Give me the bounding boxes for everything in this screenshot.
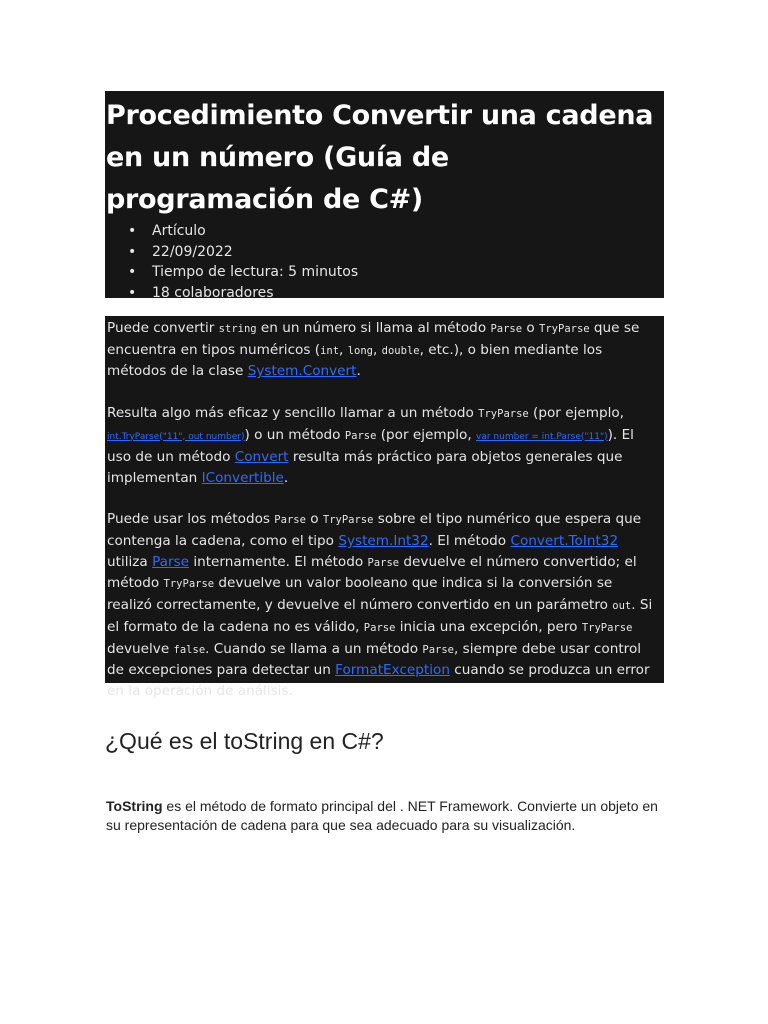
code-parse: Parse (367, 556, 400, 569)
meta-item-reading-time: • Tiempo de lectura: 5 minutos (106, 262, 664, 283)
code-tryparse: TryParse (322, 514, 374, 527)
link-convert[interactable]: Convert (234, 449, 289, 466)
code-int: int (320, 344, 340, 357)
meta-item-contributors: • 18 colaboradores (106, 283, 664, 304)
link-iconvertible[interactable]: IConvertible (201, 469, 284, 486)
paragraph-3: Puede usar los métodos Parse o TryParse sobre el tipo numérico que espera que contenga la cadena, como el tipo System.Int32. El método Convert.ToInt32 utiliza Parse internamente. El método Parse devuelve el número convertido; el método TryParse devuelve un valor booleano que indica si la conversión se realizó correctamente, y devuelve el número convertido en un parámetro out. Si el formato de la cadena no es válido, Parse inicia una excepción, pero TryParse devuelve false. Cuando se llama a un método Parse, siempre debe usar control de excepciones para detectar un FormatException cuando se produzca un error en la operación de análisis. (107, 511, 653, 699)
code-parse: Parse (274, 514, 306, 527)
code-tryparse: TryParse (478, 407, 529, 420)
section-text (106, 797, 666, 835)
meta-item-type: • Artículo (106, 221, 664, 242)
code-tryparse: TryParse (581, 621, 633, 634)
link-tryparse-example[interactable]: int.TryParse("11", out number) (107, 431, 245, 442)
title-block (105, 91, 664, 302)
link-formatexception[interactable]: FormatException (335, 662, 450, 679)
code-tryparse: TryParse (539, 323, 590, 335)
code-long: long (347, 344, 373, 357)
page-title: Procedimiento Convertir una cadena en un número (Guía de programación de C#) (106, 100, 654, 215)
link-parse[interactable]: Parse (152, 553, 190, 570)
code-out: out (612, 600, 632, 613)
code-parse: Parse (490, 323, 523, 335)
section-text-body: es el método de formato principal del . NET Framework. Convierte un objeto en su representación de cadena para que sea adecuado para su visualización. (106, 798, 658, 833)
code-parse: Parse (363, 621, 396, 634)
paragraph-1: Puede convertir string en un número si llama al método Parse o TryParse que se encuentra en tipos numéricos (int, long, double, etc.), o bien mediante los métodos de la clase System.Convert. (107, 320, 640, 380)
link-parse-example[interactable]: var number = int.Parse("11") (476, 431, 608, 442)
code-double: double (381, 344, 420, 357)
link-system-convert[interactable]: System.Convert (247, 363, 357, 380)
code-string: string (218, 323, 257, 335)
link-convert-toint32[interactable]: Convert.ToInt32 (510, 533, 619, 549)
code-parse: Parse (344, 429, 377, 442)
meta-item-date: • 22/09/2022 (106, 242, 664, 263)
code-false: false (173, 643, 206, 656)
section-text-bold: ToString (106, 798, 163, 814)
code-tryparse: TryParse (163, 578, 215, 591)
paragraph-2: Resulta algo más eficaz y sencillo llamar a un método TryParse (por ejemplo, int.TryParse("11", out number)) o un método Parse (por ejemplo, var number = int.Parse("11")). El uso de un método Convert resulta más práctico para objetos generales que implementan IConvertible. (107, 404, 634, 486)
link-system-int32[interactable]: System.Int32 (338, 533, 429, 549)
article-meta-list (106, 221, 664, 304)
section-heading: ¿Qué es el toString en C#? (105, 728, 384, 754)
code-parse: Parse (422, 643, 454, 656)
article-body (105, 316, 664, 699)
